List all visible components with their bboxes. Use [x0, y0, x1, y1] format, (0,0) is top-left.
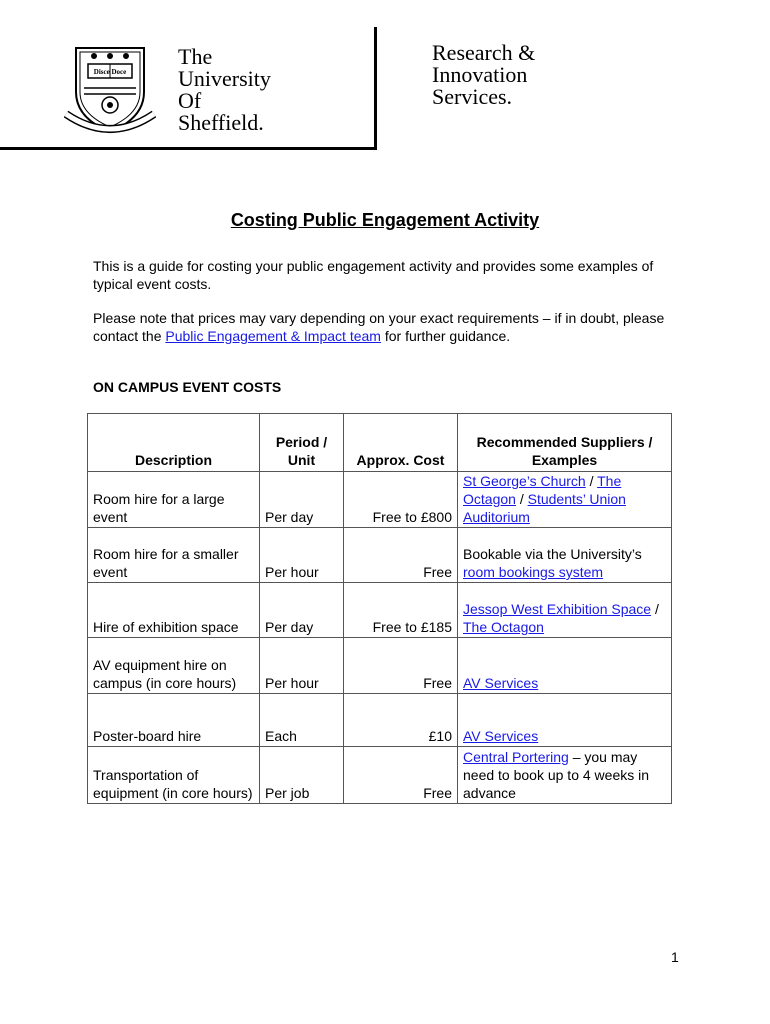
supplier-text: / — [585, 473, 598, 489]
cell-period: Per day — [260, 472, 344, 528]
cell-suppliers — [458, 694, 672, 747]
supplier-link[interactable]: The Octagon — [463, 473, 622, 507]
cell-suppliers — [458, 583, 672, 638]
supplier-link[interactable]: Students’ Union Auditorium — [463, 491, 626, 525]
supplier-link[interactable]: The Octagon — [463, 619, 544, 635]
cell-suppliers — [458, 638, 672, 694]
department-name — [432, 42, 535, 108]
cell-description: AV equipment hire on campus (in core hours) — [88, 638, 260, 694]
supplier-text: – you may need to book up to 4 weeks in advance — [463, 749, 650, 801]
cell-cost: Free to £800 — [344, 472, 458, 528]
note-text: for further guidance. — [380, 328, 511, 344]
supplier-text: / — [515, 491, 528, 507]
university-name — [178, 46, 271, 134]
cell-suppliers — [458, 747, 672, 804]
table-row — [88, 528, 672, 583]
crest-motto: Disce Doce — [93, 68, 127, 76]
table-row — [88, 583, 672, 638]
university-name-line: The — [178, 44, 213, 69]
cell-period: Per hour — [260, 528, 344, 583]
cell-period: Per day — [260, 583, 344, 638]
cell-cost: Free — [344, 638, 458, 694]
table-row — [88, 638, 672, 694]
university-name-line: Sheffield. — [178, 110, 264, 135]
event-costs-table — [87, 413, 672, 804]
section-heading: ON CAMPUS EVENT COSTS — [93, 379, 282, 395]
cell-description: Poster-board hire — [88, 694, 260, 747]
note-paragraph — [93, 309, 693, 345]
cell-period: Per job — [260, 747, 344, 804]
cell-description: Hire of exhibition space — [88, 583, 260, 638]
header-period: Period / Unit — [260, 414, 344, 472]
university-name-line: Of — [178, 88, 202, 113]
header-suppliers: Recommended Suppliers / Examples — [458, 414, 672, 472]
cell-suppliers — [458, 472, 672, 528]
department-name-line: Services. — [432, 84, 513, 109]
header-description: Description — [88, 414, 260, 472]
table-header-row — [88, 414, 672, 472]
cell-cost: Free — [344, 747, 458, 804]
supplier-text: / — [651, 601, 659, 617]
table-row — [88, 747, 672, 804]
cell-suppliers — [458, 528, 672, 583]
document-title: Costing Public Engagement Activity — [230, 210, 540, 230]
header-cost: Approx. Cost — [344, 414, 458, 472]
page-number: 1 — [671, 949, 679, 965]
table-row — [88, 472, 672, 528]
cell-cost: Free — [344, 528, 458, 583]
intro-paragraph: This is a guide for costing your public engagement activity and provides some examples of typical event costs. — [93, 258, 654, 292]
department-name-line: Innovation — [432, 62, 528, 87]
cell-period: Each — [260, 694, 344, 747]
university-crest-logo — [64, 40, 156, 136]
supplier-link[interactable]: AV Services — [463, 675, 539, 691]
supplier-link[interactable]: Central Portering — [463, 749, 569, 765]
cell-description: Room hire for a large event — [88, 472, 260, 528]
supplier-text: Bookable via the University’s — [463, 546, 642, 562]
note-text: Please note that prices may vary depending on your exact requirements – if in doubt, please contact the — [93, 310, 665, 344]
supplier-link[interactable]: room bookings system — [463, 564, 604, 580]
cell-description: Transportation of equipment (in core hours) — [88, 747, 260, 804]
university-name-line: University — [178, 66, 271, 91]
department-name-line: Research & — [432, 40, 536, 65]
cell-cost: £10 — [344, 694, 458, 747]
cell-description: Room hire for a smaller event — [88, 528, 260, 583]
table-row — [88, 694, 672, 747]
cell-cost: Free to £185 — [344, 583, 458, 638]
public-engagement-team-link[interactable]: Public Engagement & Impact team — [165, 328, 381, 344]
supplier-link[interactable]: AV Services — [463, 728, 539, 744]
supplier-link[interactable]: St George’s Church — [463, 473, 586, 489]
cell-period: Per hour — [260, 638, 344, 694]
supplier-link[interactable]: Jessop West Exhibition Space — [463, 601, 652, 617]
